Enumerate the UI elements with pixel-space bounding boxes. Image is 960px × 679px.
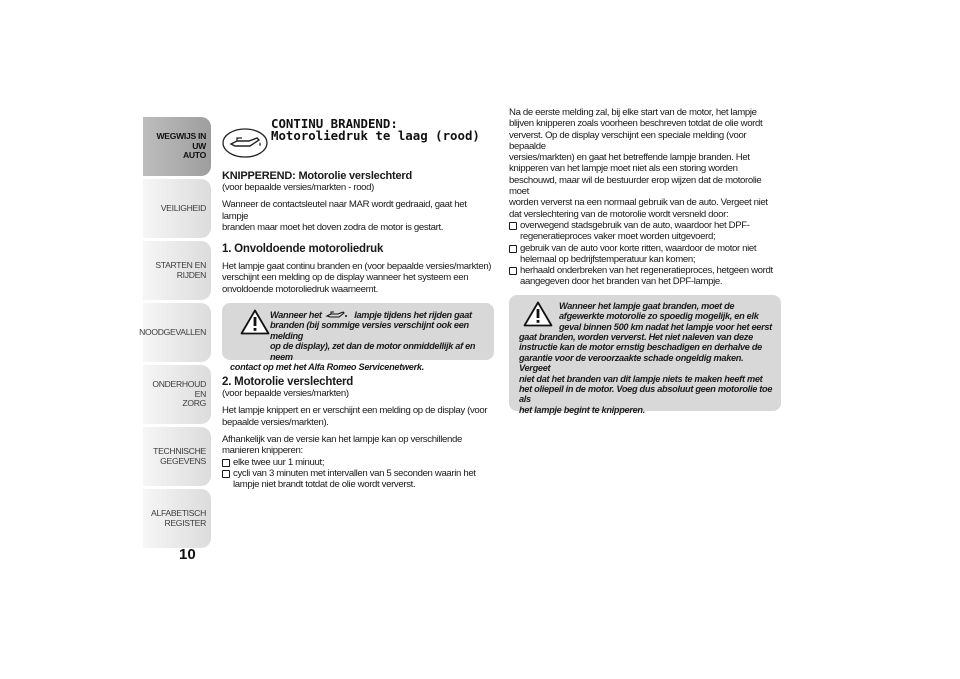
section2-bullets	[222, 457, 494, 491]
note-line: niet dat het branden van dit lampje niets te maken heeft met	[519, 373, 763, 384]
checkbox-bullet-icon	[509, 245, 517, 253]
right-bullets	[509, 220, 781, 288]
warning-triangle-icon	[240, 309, 270, 335]
list-item	[509, 265, 781, 288]
tab-label-line: GEGEVENS	[160, 455, 206, 466]
tab-2[interactable]	[143, 241, 211, 300]
text-line: knipperen van het lampje moet niet als een storing worden	[509, 163, 738, 175]
note-line: instructie kan de motor ernstig beschadigen en derhalve de	[519, 342, 762, 353]
note-line: garantie voor de veroorzaakte schade ongeldig maken. Vergeet	[519, 352, 744, 374]
tab-label-line: REGISTER	[164, 517, 206, 528]
right-column	[509, 107, 781, 415]
note-line: geval binnen 500 km nadat het lampje voor het eerst	[559, 321, 772, 332]
right-text	[509, 107, 781, 220]
tab-label-line: ONDERHOUD EN	[152, 379, 206, 399]
tab-label-line: ZORG	[182, 398, 206, 409]
warning-title	[271, 118, 480, 142]
note-line: het oliepeil in de motor. Voeg dus absoluut geen motorolie toe als	[519, 384, 773, 405]
oil-pressure-icon	[324, 309, 352, 320]
warning-title-line2: Motoroliedruk te laag (rood)	[271, 128, 480, 143]
checkbox-bullet-icon	[222, 459, 230, 467]
text-line: onvoldoende motoroliedruk waarneemt.	[222, 283, 378, 295]
list-item	[222, 468, 494, 491]
tab-label	[139, 328, 206, 338]
section2-text	[222, 405, 494, 428]
section2-heading: 2. Motorolie verslechterd	[222, 376, 354, 389]
tab-label-line: NOODGEVALLEN	[139, 326, 206, 337]
note1-line4: contact op met het Alfa Romeo Servicenetwerk.	[230, 362, 424, 373]
oil-pressure-icon	[222, 128, 268, 158]
tab-label	[151, 509, 206, 528]
text-line: Afhankelijk van de versie kan het lampje kan op verschillende	[222, 433, 462, 445]
checkbox-bullet-icon	[509, 222, 517, 230]
list-item	[509, 243, 781, 266]
blinking-heading: KNIPPEREND: Motorolie verslechterd	[222, 170, 413, 182]
list-item	[222, 457, 494, 468]
tab-label	[161, 204, 206, 214]
list-item-line: aangegeven door het branden van het DPF-lampje.	[520, 276, 723, 288]
note-line: het lampje begint te knipperen.	[519, 404, 645, 415]
text-line: verschijnt een melding op de display wanneer het systeem een	[222, 272, 469, 284]
text-line: Na de eerste melding zal, bij elke start van de motor, het lampje	[509, 107, 757, 118]
note-line: afgewerkte motorolie zo spoedig mogelijk, en elk	[559, 311, 759, 322]
tab-4[interactable]	[143, 365, 211, 424]
tab-label-line: AUTO	[183, 150, 206, 161]
text-line: Het lampje gaat continu branden en (voor bepaalde versies/markten)	[222, 261, 492, 273]
tab-6[interactable]	[143, 489, 211, 548]
text-line: beschouwd, maar wil de bestuurder erop wijzen dat de motorolie moet	[509, 174, 762, 198]
tab-label-line: WEGWIJS IN UW	[156, 131, 206, 151]
note2-indented-lines	[519, 301, 773, 332]
note1-line1-before: Wanneer het	[270, 310, 322, 321]
text-line: Het lampje knippert en er verschijnt een melding op de display (voor	[222, 405, 488, 417]
page-number: 10	[179, 546, 196, 563]
note2-lines	[519, 332, 773, 415]
left-column	[222, 118, 494, 490]
tab-1[interactable]	[143, 179, 211, 238]
section2-subtitle: (voor bepaalde versies/markten)	[222, 388, 349, 400]
list-item-line: overwegend stadsgebruik van de auto, waardoor het DPF-	[520, 219, 750, 231]
list-item-line: lampje niet brandt totdat de olie wordt ververst.	[233, 479, 416, 491]
warning-light-header	[222, 118, 494, 170]
tab-label-line: TECHNISCHE	[153, 446, 206, 456]
text-line: dat verslechtering van de motorolie wordt versneld door:	[509, 208, 729, 220]
list-item-line: regeneratieproces vaker moet worden uitgevoerd;	[520, 231, 716, 243]
note1-line3: op de display), zet dan de motor onmiddellijk af en neem	[270, 341, 476, 362]
text-line: Wanneer de contactsleutel naar MAR wordt gedraaid, gaat het lampje	[222, 199, 467, 222]
chapter-tabs	[139, 117, 211, 551]
warning-note-2	[509, 295, 781, 415]
list-item-line: herhaald onderbreken van het regeneratieproces, hetgeen wordt	[520, 265, 773, 277]
list-item	[509, 220, 781, 243]
tab-label-line: ALFABETISCH	[151, 508, 206, 518]
checkbox-bullet-icon	[509, 267, 517, 275]
warning-triangle-icon	[523, 301, 553, 327]
text-line: versies/markten) en gaat het betreffende lampje branden. Het	[509, 152, 750, 164]
section1-heading: 1. Onvoldoende motoroliedruk	[222, 243, 384, 256]
text-line: bepaalde versies/markten).	[222, 416, 329, 428]
blinking-text	[222, 199, 494, 233]
note-line: gaat branden, worden ververst. Het niet naleven van deze	[519, 331, 753, 342]
tab-label-line: VEILIGHEID	[160, 202, 206, 213]
list-item-line: elke twee uur 1 minuut;	[233, 456, 325, 468]
warning-title-line1: CONTINU BRANDEND:	[271, 116, 398, 131]
tab-0[interactable]	[143, 117, 211, 176]
text-line: manieren knipperen:	[222, 445, 303, 457]
tab-5[interactable]	[143, 427, 211, 486]
tab-label-line: STARTEN EN RIJDEN	[155, 260, 206, 280]
section2-text2	[222, 434, 494, 457]
note1-line1-after: lampje tijdens het rijden gaat	[351, 310, 472, 321]
tab-3[interactable]	[139, 303, 211, 362]
tab-label	[153, 447, 206, 466]
list-item-line: helemaal op bedrijfstemperatuur kan komen;	[520, 253, 696, 265]
note-line: Wanneer het lampje gaat branden, moet de	[559, 300, 735, 311]
text-line: ververst. Op de display verschijnt een speciale melding (voor bepaalde	[509, 129, 747, 152]
warning-note-1	[222, 303, 494, 373]
text-line: blijven knipperen zoals voorheen beschreven totdat de olie wordt	[509, 118, 763, 130]
text-line: worden ververst na een normaal gebruik van de auto. Vergeet niet	[509, 197, 768, 209]
tab-label	[147, 261, 206, 280]
tab-label	[147, 380, 206, 409]
note1-line2: branden (bij sommige versies verschijnt ook een melding	[270, 320, 469, 341]
checkbox-bullet-icon	[222, 470, 230, 478]
list-item-line: gebruik van de auto voor korte ritten, waardoor de motor niet	[520, 242, 757, 254]
tab-label	[147, 132, 206, 161]
section1-text	[222, 261, 494, 295]
list-item-line: cycli van 3 minuten met intervallen van 5 seconden waarin het	[233, 467, 476, 479]
text-line: branden maar moet het doven zodra de motor is gestart.	[222, 221, 444, 233]
blinking-subtitle: (voor bepaalde versies/markten - rood)	[222, 182, 375, 193]
